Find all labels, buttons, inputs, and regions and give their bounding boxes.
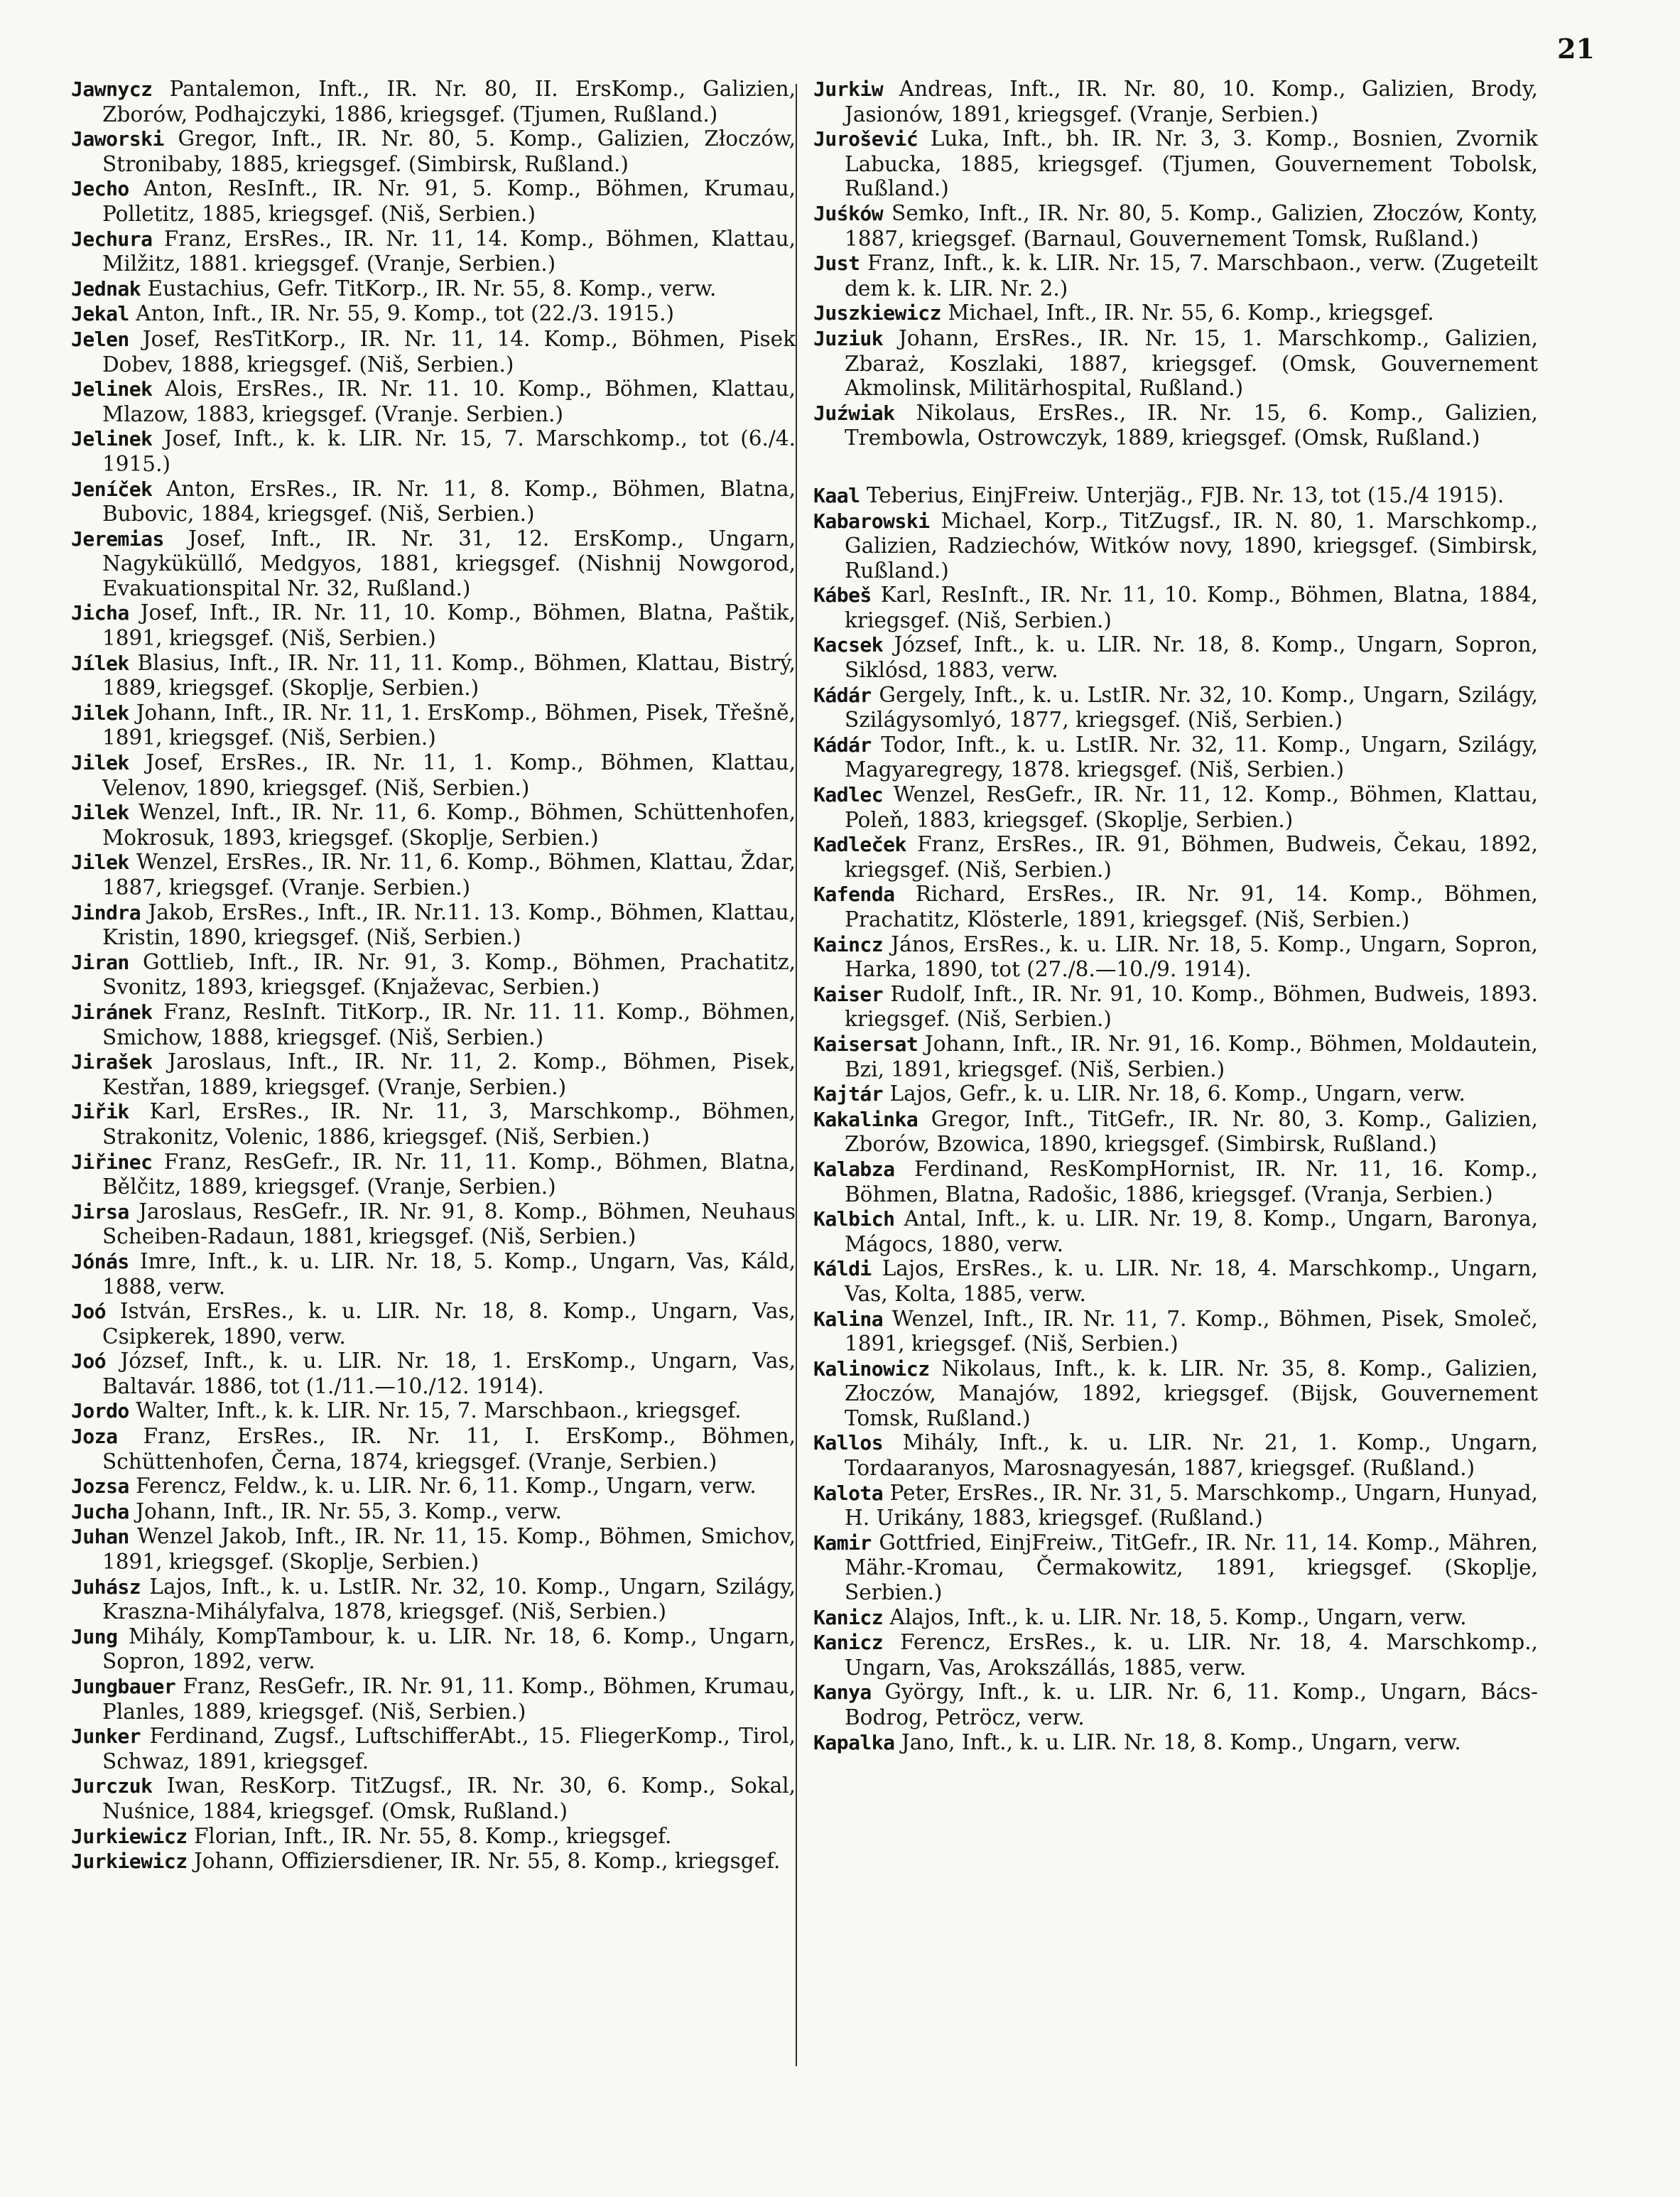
entry-details: Lajos, Inft., k. u. LstIR. Nr. 32, 10. Komp., Ungarn, Szilágy, Kraszna-Mihályfalva, 1878, kriegsgef. (Niš, Serbien.) — [102, 1574, 796, 1624]
entry-surname: Jindra — [71, 900, 141, 924]
entry-details: Antal, Inft., k. u. LIR. Nr. 19, 8. Komp., Ungarn, Baronya, Mágocs, 1880, verw. — [845, 1207, 1538, 1256]
entry-surname: Kanicz — [813, 1631, 884, 1655]
entry-details: Gergely, Inft., k. u. LstIR. Nr. 32, 10. Komp., Ungarn, Szilágy, Szilágysomlyó, 1877, kriegsgef. (Niš, Serbien.) — [845, 682, 1538, 733]
entry-surname: Kafenda — [813, 882, 895, 907]
register-entry — [813, 1207, 1538, 1256]
entry-surname: Kalina — [813, 1307, 884, 1331]
entry-surname: Jaworski — [71, 127, 164, 151]
entry-surname: Just — [813, 252, 860, 276]
register-entry — [813, 1107, 1538, 1157]
entry-details: Franz, Inft., k. k. LIR. Nr. 15, 7. Marschbaon., verw. (Zugeteilt dem k. k. LIR. Nr. 2.) — [845, 251, 1538, 301]
entry-details: Ferencz, Feldw., k. u. LIR. Nr. 6, 11. Komp., Ungarn, verw. — [129, 1474, 757, 1499]
register-entry — [71, 1524, 796, 1574]
register-entry — [813, 1481, 1538, 1531]
entry-surname: Jucha — [71, 1499, 129, 1523]
entry-details: Todor, Inft., k. u. LstIR. Nr. 32, 11. Komp., Ungarn, Szilágy, Magyaregregy, 1878. kriegsgef. (Niš, Serbien.) — [845, 732, 1538, 782]
entry-surname: Jurczuk — [71, 1774, 153, 1798]
register-entry — [813, 982, 1538, 1032]
register-entry — [813, 1307, 1538, 1356]
register-entry — [813, 1032, 1538, 1081]
entry-surname: Jecho — [71, 177, 129, 201]
entry-surname: Jiřinec — [71, 1150, 153, 1174]
entry-details: Ferdinand, Zugsf., LuftschifferAbt., 15. FliegerKomp., Tirol, Schwaz, 1891, kriegsgef. — [102, 1724, 796, 1774]
entry-details: János, ErsRes., k. u. LIR. Nr. 18, 5. Komp., Ungarn, Sopron, Harka, 1890, tot (27./8.—10./9. 1914). — [845, 932, 1538, 982]
register-entry — [71, 1575, 796, 1624]
entry-details: Wenzel Jakob, Inft., IR. Nr. 11, 15. Komp., Böhmen, Smichov, 1891, kriegsgef. (Skoplje, Serbien.) — [102, 1524, 796, 1575]
register-entry — [813, 1680, 1538, 1729]
register-entry — [71, 1424, 796, 1474]
entry-details: Peter, ErsRes., IR. Nr. 31, 5. Marschkomp., Ungarn, Hunyad, H. Urikány, 1883, kriegsgef. (Rußland.) — [845, 1480, 1538, 1531]
entry-details: Gottlieb, Inft., IR. Nr. 91, 3. Komp., Böhmen, Prachatitz, Svonitz, 1893, kriegsgef. (Knjaževac, Serbien.) — [102, 949, 796, 1000]
entry-details: Lajos, Gefr., k. u. LIR. Nr. 18, 6. Komp., Ungarn, verw. — [883, 1081, 1465, 1106]
entry-details: Eustachius, Gefr. TitKorp., IR. Nr. 55, 8. Komp., verw. — [141, 276, 717, 301]
entry-surname: Kaiser — [813, 982, 884, 1006]
register-entry — [71, 327, 796, 377]
entry-surname: Jicha — [71, 601, 129, 625]
register-entry — [71, 1349, 796, 1398]
entry-details: Josef, ResTitKorp., IR. Nr. 11, 14. Komp., Böhmen, Pisek Dobev, 1888, kriegsgef. (Niš, Serbien.) — [102, 326, 796, 377]
entry-surname: Jung — [71, 1624, 118, 1648]
register-entry — [813, 201, 1538, 251]
register-entry — [71, 176, 796, 226]
entry-details: Johann, ErsRes., IR. Nr. 15, 1. Marschkomp., Galizien, Zbaraż, Koszlaki, 1887, kriegsgef. (Omsk, Gouvernement Akmolinsk, Militärhospital, Rußland.) — [845, 325, 1538, 401]
register-entry — [813, 326, 1538, 401]
entry-details: Josef, Inft., IR. Nr. 11, 10. Komp., Böhmen, Blatna, Paštik, 1891, kriegsgef. (Niš, Serbien.) — [102, 600, 796, 651]
left-column — [71, 77, 796, 1874]
entry-surname: Kamir — [813, 1531, 872, 1555]
section-spacer — [813, 450, 1538, 483]
entry-details: Josef, ErsRes., IR. Nr. 11, 1. Komp., Böhmen, Klattau, Velenov, 1890, kriegsgef. (Niš, Serbien.) — [102, 750, 796, 800]
entry-surname: Kakalinka — [813, 1107, 918, 1131]
register-entry — [813, 1730, 1538, 1756]
entry-surname: Jilek — [71, 751, 129, 775]
register-entry — [813, 1605, 1538, 1631]
entry-surname: Jurošević — [813, 127, 918, 151]
register-entry — [71, 900, 796, 950]
entry-surname: Juśków — [813, 201, 884, 225]
entry-surname: Jozsa — [71, 1474, 129, 1499]
entry-details: Wenzel, ErsRes., IR. Nr. 11, 6. Komp., Böhmen, Klattau, Ždar, 1887, kriegsgef. (Vranje. Serbien.) — [102, 850, 796, 900]
register-entry — [71, 950, 796, 1000]
entry-surname: Kacsek — [813, 633, 884, 657]
entry-details: Mihály, KompTambour, k. u. LIR. Nr. 18, 6. Komp., Ungarn, Sopron, 1892, verw. — [102, 1624, 796, 1674]
register-entry — [813, 1256, 1538, 1306]
register-entry — [71, 651, 796, 701]
entry-details: Ferencz, ErsRes., k. u. LIR. Nr. 18, 4. Marschkomp., Ungarn, Vas, Arokszállás, 1885, verw. — [845, 1630, 1538, 1680]
entry-surname: Kaisersat — [813, 1032, 918, 1056]
entry-details: Wenzel, Inft., IR. Nr. 11, 6. Komp., Böhmen, Schüttenhofen, Mokrosuk, 1893, kriegsgef. (Skoplje, Serbien.) — [102, 800, 796, 850]
register-entry — [813, 77, 1538, 126]
entry-details: Pantalemon, Inft., IR. Nr. 80, II. ErsKomp., Galizien, Zborów, Podhajczyki, 1886, kriegsgef. (Tjumen, Rußland.) — [102, 77, 796, 126]
entry-surname: Jilek — [71, 701, 129, 725]
entry-surname: Jekal — [71, 302, 129, 326]
register-entry — [71, 750, 796, 800]
register-entry — [813, 483, 1538, 509]
entry-details: Walter, Inft., k. k. LIR. Nr. 15, 7. Marschbaon., kriegsgef. — [129, 1398, 742, 1423]
entry-surname: Juziuk — [813, 326, 884, 350]
register-entry — [71, 1849, 796, 1874]
register-entry — [813, 1630, 1538, 1680]
entry-details: Franz, ErsRes., IR. Nr. 11, 14. Komp., Böhmen, Klattau, Milžitz, 1881. kriegsgef. (Vranje, Serbien.) — [102, 226, 796, 276]
entry-surname: Joó — [71, 1349, 107, 1373]
entry-surname: Jordo — [71, 1399, 129, 1423]
entry-details: Jano, Inft., k. u. LIR. Nr. 18, 8. Komp., Ungarn, verw. — [894, 1729, 1461, 1754]
register-entry — [71, 1499, 796, 1525]
entry-details: Nikolaus, Inft., k. k. LIR. Nr. 35, 8. Komp., Galizien, Złoczów, Manajów, 1892, kriegsgef. (Bijsk, Gouvernement Tomsk, Rußland.) — [845, 1356, 1538, 1430]
register-entry — [71, 1249, 796, 1299]
entry-surname: Jelinek — [71, 427, 153, 451]
entry-surname: Kaincz — [813, 932, 884, 956]
register-entry — [71, 301, 796, 327]
register-entry — [71, 1724, 796, 1774]
register-entry — [71, 126, 796, 176]
entry-surname: Jurkiewicz — [71, 1850, 188, 1874]
entry-details: Johann, Inft., IR. Nr. 91, 16. Komp., Böhmen, Moldautein, Bzi, 1891, kriegsgef. (Niš, Serbien.) — [845, 1031, 1538, 1081]
entry-details: Gregor, Inft., TitGefr., IR. Nr. 80, 3. Komp., Galizien, Zborów, Bzowica, 1890, kriegsgef. (Simbirsk, Rußland.) — [845, 1106, 1538, 1157]
entry-surname: Joó — [71, 1300, 107, 1324]
register-entry — [813, 932, 1538, 982]
entry-details: Johann, Inft., IR. Nr. 11, 1. ErsKomp., Böhmen, Pisek, Třešně, 1891, kriegsgef. (Niš, Serbien.) — [102, 700, 796, 750]
register-entry — [813, 632, 1538, 682]
register-entry — [813, 1157, 1538, 1207]
entry-surname: Jirašek — [71, 1050, 153, 1074]
register-entry — [813, 832, 1538, 882]
entry-details: József, Inft., k. u. LIR. Nr. 18, 1. ErsKomp., Ungarn, Vas, Baltavár. 1886, tot (1./11.—10./12. 1914). — [102, 1349, 796, 1398]
entry-details: Gottfried, EinjFreiw., TitGefr., IR. Nr. 11, 14. Komp., Mähren, Mähr.-Kromau, Čermakowitz, 1891, kriegsgef. (Skoplje, Serbien.) — [845, 1530, 1538, 1605]
entry-details: Blasius, Inft., IR. Nr. 11, 11. Komp., Böhmen, Klattau, Bistrý, 1889, kriegsgef. (Skoplje, Serbien.) — [102, 650, 796, 701]
entry-details: Rudolf, Inft., IR. Nr. 91, 10. Komp., Böhmen, Budweis, 1893. kriegsgef. (Niš, Serbien.) — [845, 981, 1538, 1032]
entry-surname: Juszkiewicz — [813, 301, 941, 325]
entry-details: Iwan, ResKorp. TitZugsf., IR. Nr. 30, 6. Komp., Sokal, Nuśnice, 1884, kriegsgef. (Omsk, Rußland.) — [102, 1774, 796, 1823]
entry-details: Michael, Korp., TitZugsf., IR. N. 80, 1. Marschkomp., Galizien, Radziechów, Witków novy, 1890, kriegsgef. (Simbirsk, Rußland.) — [845, 508, 1538, 583]
register-entry — [71, 276, 796, 302]
register-entry — [71, 1824, 796, 1850]
entry-surname: Jednak — [71, 276, 141, 301]
register-entry — [71, 77, 796, 126]
entry-surname: Jirsa — [71, 1199, 129, 1224]
register-entry — [813, 1356, 1538, 1431]
right-column — [813, 77, 1538, 1755]
entry-surname: Kapalka — [813, 1730, 895, 1754]
entry-details: Ferdinand, ResKompHornist, IR. Nr. 11, 16. Komp., Böhmen, Blatna, Radošic, 1886, kriegsgef. (Vranja, Serbien.) — [845, 1156, 1538, 1207]
k-section — [813, 483, 1538, 1755]
register-entry — [813, 882, 1538, 932]
entry-surname: Jechura — [71, 227, 153, 251]
entry-details: Lajos, ErsRes., k. u. LIR. Nr. 18, 4. Marschkomp., Ungarn, Vas, Kolta, 1885, verw. — [845, 1256, 1538, 1306]
entry-surname: Jungbauer — [71, 1675, 176, 1698]
entry-surname: Kaal — [813, 483, 860, 507]
entry-surname: Juhász — [71, 1575, 141, 1599]
entry-surname: Kádár — [813, 733, 872, 757]
entry-surname: Juhan — [71, 1525, 129, 1549]
entry-details: Florian, Inft., IR. Nr. 55, 8. Komp., kriegsgef. — [187, 1823, 672, 1848]
entry-details: Karl, ErsRes., IR. Nr. 11, 3, Marschkomp., Böhmen, Strakonitz, Volenic, 1886, kriegsgef. (Niš, Serbien.) — [102, 1099, 796, 1149]
register-entry — [71, 377, 796, 426]
entry-surname: Jónás — [71, 1249, 129, 1273]
register-entry — [813, 733, 1538, 782]
entry-details: Johann, Offiziersdiener, IR. Nr. 55, 8. Komp., kriegsgef. — [187, 1849, 781, 1874]
register-entry — [813, 301, 1538, 326]
register-entry — [813, 683, 1538, 733]
entry-details: Jaroslaus, Inft., IR. Nr. 11, 2. Komp., Böhmen, Pisek, Kestřan, 1889, kriegsgef. (Vranje, Serbien.) — [102, 1049, 796, 1099]
entry-surname: Jilek — [71, 801, 129, 825]
register-entry — [813, 1430, 1538, 1480]
entry-details: Semko, Inft., IR. Nr. 80, 5. Komp., Galizien, Złoczów, Konty, 1887, kriegsgef. (Barnaul, Gouvernement Tomsk, Rußland.) — [845, 200, 1538, 251]
entry-details: Wenzel, Inft., IR. Nr. 11, 7. Komp., Böhmen, Pisek, Smoleč, 1891, kriegsgef. (Niš, Serbien.) — [845, 1306, 1538, 1356]
entry-details: Anton, ErsRes., IR. Nr. 11, 8. Komp., Böhmen, Blatna, Bubovic, 1884, kriegsgef. (Niš, Serbien.) — [102, 476, 796, 527]
entry-details: Alois, ErsRes., IR. Nr. 11. 10. Komp., Böhmen, Klattau, Mlazow, 1883, kriegsgef. (Vranje. Serbien.) — [102, 377, 796, 426]
entry-details: Mihály, Inft., k. u. LIR. Nr. 21, 1. Komp., Ungarn, Tordaaranyos, Marosnagyesán, 1887, kriegsgef. (Rußland.) — [845, 1430, 1538, 1481]
register-entry — [71, 477, 796, 527]
entry-surname: Jeremias — [71, 527, 164, 551]
register-entry — [71, 1774, 796, 1823]
entry-details: Teberius, EinjFreiw. Unterjäg., FJB. Nr. 13, tot (15./4 1915). — [860, 482, 1505, 507]
entry-details: Jaroslaus, ResGefr., IR. Nr. 91, 8. Komp., Böhmen, Neuhaus Scheiben-Radaun, 1881, kriegsgef. (Niš, Serbien.) — [102, 1199, 796, 1249]
entry-details: Franz, ResInft. TitKorp., IR. Nr. 11. 11. Komp., Böhmen, Smichow, 1888, kriegsgef. (Niš, Serbien.) — [102, 999, 796, 1049]
entry-surname: Jiránek — [71, 1000, 153, 1024]
entry-surname: Jilek — [71, 851, 129, 875]
register-entry — [71, 426, 796, 476]
entry-surname: Kajtár — [813, 1082, 884, 1106]
entry-details: Nikolaus, ErsRes., IR. Nr. 15, 6. Komp., Galizien, Trembowla, Ostrowczyk, 1889, kriegsgef. (Omsk, Rußland.) — [845, 400, 1538, 450]
register-entry — [813, 583, 1538, 632]
entry-surname: Jeníček — [71, 477, 153, 501]
entry-surname: Kanicz — [813, 1605, 884, 1629]
j-section — [813, 77, 1538, 450]
register-entry — [813, 782, 1538, 832]
register-entry — [813, 509, 1538, 583]
entry-surname: Kádár — [813, 683, 872, 707]
entry-surname: Jílek — [71, 651, 129, 675]
entry-surname: Jurkiewicz — [71, 1824, 188, 1848]
entry-surname: Kadleček — [813, 833, 906, 857]
entry-surname: Jelen — [71, 327, 129, 351]
entry-details: Wenzel, ResGefr., IR. Nr. 11, 12. Komp., Böhmen, Klattau, Poleň, 1883, kriegsgef. (Skoplje, Serbien.) — [845, 782, 1538, 832]
register-entry — [71, 1150, 796, 1199]
register-entry — [813, 401, 1538, 450]
entry-details: Karl, ResInft., IR. Nr. 11, 10. Komp., Böhmen, Blatna, 1884, kriegsgef. (Niš, Serbien.) — [845, 583, 1538, 632]
entry-details: Josef, Inft., k. k. LIR. Nr. 15, 7. Marschkomp., tot (6./4. 1915.) — [102, 426, 796, 476]
register-entry — [813, 251, 1538, 301]
entry-details: Franz, ErsRes., IR. Nr. 11, I. ErsKomp., Böhmen, Schüttenhofen, Černa, 1874, kriegsgef. (Vranje, Serbien.) — [102, 1424, 796, 1474]
entry-surname: Jurkiw — [813, 77, 884, 101]
register-entry — [71, 1624, 796, 1674]
entry-surname: Kabarowski — [813, 509, 930, 533]
entry-surname: Juźwiak — [813, 401, 895, 425]
entry-details: György, Inft., k. u. LIR. Nr. 6, 11. Komp., Ungarn, Bács-Bodrog, Petröcz, verw. — [845, 1680, 1538, 1729]
entry-surname: Kalinowicz — [813, 1356, 930, 1381]
page-number: 21 — [1557, 33, 1595, 65]
entry-surname: Kadlec — [813, 783, 884, 807]
column-divider — [796, 84, 797, 2066]
entry-surname: Jawnycz — [71, 77, 153, 101]
entry-details: Anton, ResInft., IR. Nr. 91, 5. Komp., Böhmen, Krumau, Polletitz, 1885, kriegsgef. (Niš, Serbien.) — [102, 176, 796, 226]
register-entry — [71, 1099, 796, 1149]
entry-details: Josef, Inft., IR. Nr. 31, 12. ErsKomp., Ungarn, Nagyküküllő, Medgyos, 1881, kriegsgef. (Nishnij Nowgorod, Evakuationspital Nr. 32, Rußland.) — [102, 526, 796, 600]
entry-details: Richard, ErsRes., IR. Nr. 91, 14. Komp., Böhmen, Prachatitz, Klösterle, 1891, kriegsgef. (Niš, Serbien.) — [845, 882, 1538, 932]
entry-details: Imre, Inft., k. u. LIR. Nr. 18, 5. Komp., Ungarn, Vas, Káld, 1888, verw. — [102, 1248, 796, 1299]
entry-surname: Jelinek — [71, 377, 153, 401]
entry-details: Andreas, Inft., IR. Nr. 80, 10. Komp., Galizien, Brody, Jasionów, 1891, kriegsgef. (Vranje, Serbien.) — [845, 77, 1538, 126]
entry-surname: Kalota — [813, 1481, 884, 1505]
entry-details: Franz, ResGefr., IR. Nr. 11, 11. Komp., Böhmen, Blatna, Bělčitz, 1889, kriegsgef. (Vranje, Serbien.) — [102, 1149, 796, 1199]
entry-details: Franz, ResGefr., IR. Nr. 91, 11. Komp., Böhmen, Krumau, Planles, 1889, kriegsgef. (Niš, Serbien.) — [102, 1674, 796, 1724]
entry-surname: Kalabza — [813, 1157, 895, 1181]
register-entry — [813, 1531, 1538, 1605]
entry-surname: Jiran — [71, 950, 129, 974]
entry-surname: Kábeš — [813, 583, 872, 608]
entry-details: Jakob, ErsRes., Inft., IR. Nr.11. 13. Komp., Böhmen, Klattau, Kristin, 1890, kriegsgef. (Niš, Serbien.) — [102, 900, 796, 950]
entry-surname: Joza — [71, 1425, 118, 1449]
register-entry — [71, 701, 796, 750]
entry-surname: Jiřik — [71, 1100, 129, 1124]
entry-details: József, Inft., k. u. LIR. Nr. 18, 8. Komp., Ungarn, Sopron, Siklósd, 1883, verw. — [845, 632, 1538, 683]
entry-details: Franz, ErsRes., IR. 91, Böhmen, Budweis, Čekau, 1892, kriegsgef. (Niš, Serbien.) — [845, 832, 1538, 882]
entry-surname: Kalbich — [813, 1207, 895, 1231]
entry-details: Luka, Inft., bh. IR. Nr. 3, 3. Komp., Bosnien, Zvornik Labucka, 1885, kriegsgef. (Tjumen, Gouvernement Tobolsk, Rußland.) — [845, 126, 1538, 201]
register-entry — [71, 527, 796, 601]
register-entry — [71, 600, 796, 650]
register-entry — [71, 227, 796, 276]
register-entry — [71, 1000, 796, 1049]
register-entry — [71, 1674, 796, 1724]
entry-surname: Junker — [71, 1724, 141, 1749]
register-entry — [813, 1081, 1538, 1107]
entry-details: Johann, Inft., IR. Nr. 55, 3. Komp., verw. — [129, 1499, 562, 1523]
entry-details: Michael, Inft., IR. Nr. 55, 6. Komp., kriegsgef. — [941, 301, 1434, 325]
register-entry — [71, 1199, 796, 1249]
entry-surname: Kallos — [813, 1431, 884, 1455]
entry-details: István, ErsRes., k. u. LIR. Nr. 18, 8. Komp., Ungarn, Vas, Csipkerek, 1890, verw. — [102, 1299, 796, 1349]
entry-details: Gregor, Inft., IR. Nr. 80, 5. Komp., Galizien, Złoczów, Stronibaby, 1885, kriegsgef. (Simbirsk, Rußland.) — [102, 126, 796, 176]
register-entry — [813, 126, 1538, 201]
register-entry — [71, 1299, 796, 1349]
entry-surname: Káldi — [813, 1257, 872, 1281]
register-entry — [71, 1474, 796, 1499]
register-entry — [71, 850, 796, 900]
entry-details: Anton, Inft., IR. Nr. 55, 9. Komp., tot (22./3. 1915.) — [129, 301, 674, 326]
entry-details: Alajos, Inft., k. u. LIR. Nr. 18, 5. Komp., Ungarn, verw. — [883, 1604, 1467, 1629]
register-entry — [71, 1049, 796, 1099]
register-entry — [71, 1398, 796, 1424]
register-entry — [71, 800, 796, 850]
entry-surname: Kanya — [813, 1680, 872, 1705]
